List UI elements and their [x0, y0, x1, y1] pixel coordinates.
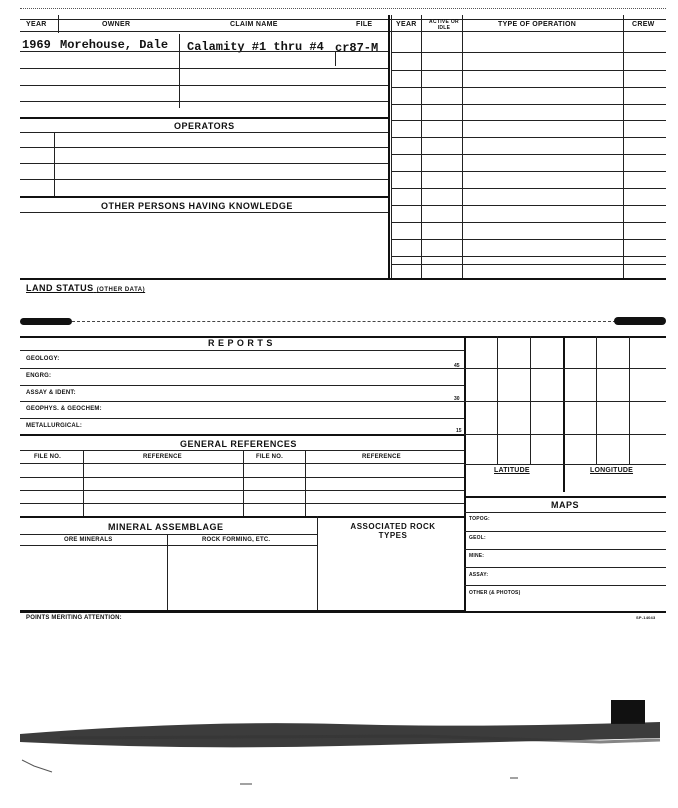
section-line [20, 336, 666, 338]
ref-header-file-no-2: FILE NO. [256, 454, 283, 460]
col-header-owner: OWNER [102, 21, 131, 28]
divider [497, 336, 498, 464]
row-line [391, 205, 666, 206]
row-line [20, 450, 464, 451]
row-line [20, 477, 464, 478]
section-line [20, 434, 464, 436]
row-line [464, 531, 666, 532]
report-label-geophys-geochem: GEOPHYS. & GEOCHEM: [26, 406, 102, 412]
section-title-general-references: GENERAL REFERENCES [180, 439, 297, 449]
report-number-30: 30 [454, 396, 460, 402]
divider [54, 132, 55, 196]
report-label-engrg: ENGRG: [26, 373, 52, 379]
section-title-land-status: LAND STATUS (OTHER DATA) [26, 283, 146, 293]
col-header-file: FILE [356, 21, 373, 28]
row-line [20, 418, 464, 419]
ref-header-reference-1: REFERENCE [143, 454, 182, 460]
section-title-mineral-assemblage: MINERAL ASSEMBLAGE [108, 522, 224, 532]
row-line [20, 68, 388, 69]
row-line [391, 239, 666, 240]
map-label-assay: ASSAY: [469, 572, 489, 578]
map-label-other: OTHER (& PHOTOS) [469, 590, 521, 596]
header-top-line [20, 19, 666, 20]
scan-artifact-scratch [22, 760, 52, 772]
row-line [464, 434, 666, 435]
row-line [464, 401, 666, 402]
section-title-reports: R E P O R T S [208, 338, 273, 348]
row-line [391, 188, 666, 189]
mineral-header-rock-forming: ROCK FORMING, ETC. [202, 537, 271, 543]
ref-header-reference-2: REFERENCE [362, 454, 401, 460]
section-line [20, 611, 666, 613]
row-line [72, 321, 616, 322]
row-line [20, 534, 317, 535]
row-line [391, 52, 666, 53]
row-line [391, 120, 666, 121]
map-label-topog: TOPOG: [469, 516, 490, 522]
row-line [20, 503, 464, 504]
section-line [20, 278, 666, 280]
form-number: SP-14043 [636, 615, 656, 620]
main-vertical-divider [388, 15, 390, 278]
divider [179, 34, 180, 108]
row-line [464, 567, 666, 568]
divider [596, 336, 597, 464]
col-header-claim-name: CLAIM NAME [230, 21, 278, 28]
col-header-year: YEAR [26, 21, 47, 28]
map-label-geol: GEOL: [469, 535, 486, 541]
row-line [464, 512, 666, 513]
row-line [20, 179, 388, 180]
divider [563, 336, 565, 492]
scan-artifact-smear [20, 722, 660, 747]
row-line [464, 549, 666, 550]
entry-year: 1969 [22, 38, 51, 52]
scan-artifact-block [611, 700, 645, 724]
row-line [20, 147, 388, 148]
col-header-year-2: YEAR [396, 21, 417, 28]
row-line [391, 104, 666, 105]
row-line [391, 70, 666, 71]
section-line [464, 496, 666, 498]
row-line [20, 51, 388, 52]
divider [305, 450, 306, 516]
col-header-crew: CREW [632, 21, 655, 28]
row-line [20, 401, 464, 402]
points-meriting-attention-label: POINTS MERITING ATTENTION: [26, 615, 122, 621]
scan-smudge [20, 318, 72, 325]
col-header-type-of-operation: TYPE OF OPERATION [498, 21, 577, 28]
row-line [20, 132, 388, 133]
row-line [20, 463, 464, 464]
row-line [391, 264, 666, 265]
section-line [20, 117, 388, 119]
map-label-mine: MINE: [469, 553, 485, 559]
divider [83, 450, 84, 516]
section-title-associated-rock-types: ASSOCIATED ROCK TYPES [350, 522, 436, 540]
row-line [20, 85, 388, 86]
row-line [391, 256, 666, 257]
divider [530, 336, 531, 464]
report-number-15: 15 [456, 428, 462, 434]
ref-header-file-no-1: FILE NO. [34, 454, 61, 460]
row-line [20, 101, 388, 102]
divider [629, 336, 630, 464]
section-title-other-persons: OTHER PERSONS HAVING KNOWLEDGE [101, 201, 293, 211]
row-line [20, 212, 388, 213]
top-edge [20, 8, 666, 9]
main-vertical-divider [464, 336, 466, 612]
row-line [391, 171, 666, 172]
row-line [20, 350, 464, 351]
row-line [391, 222, 666, 223]
scan-artifact-band [0, 690, 678, 800]
row-line [464, 585, 666, 586]
entry-owner: Morehouse, Dale [60, 38, 169, 52]
coord-label-longitude: LONGITUDE [590, 467, 634, 474]
entry-file: cr87-M [335, 41, 379, 55]
mineral-header-ore-minerals: ORE MINERALS [64, 537, 113, 543]
report-label-metallurgical: METALLURGICAL: [26, 423, 83, 429]
header-bottom-line [20, 31, 666, 32]
row-line [391, 137, 666, 138]
row-line [391, 154, 666, 155]
entry-claim-name: Calamity #1 thru #4 [187, 40, 324, 54]
row-line [464, 464, 666, 465]
row-line [20, 545, 317, 546]
col-header-active-idle: ACTIVE OR IDLE [429, 19, 459, 31]
row-line [20, 368, 464, 369]
divider [58, 15, 59, 33]
row-line [391, 87, 666, 88]
section-line [20, 196, 388, 198]
divider [335, 52, 336, 66]
row-line [464, 368, 666, 369]
divider [317, 516, 318, 610]
report-number-45: 45 [454, 363, 460, 369]
report-label-assay-ident: ASSAY & IDENT: [26, 390, 76, 396]
row-line [20, 385, 464, 386]
section-line [20, 516, 464, 518]
section-title-operators: OPERATORS [174, 121, 235, 131]
divider [243, 450, 244, 516]
report-label-geology: GEOLOGY: [26, 356, 60, 362]
section-title-maps: MAPS [551, 500, 580, 510]
scan-smudge [614, 317, 666, 325]
coord-label-latitude: LATITUDE [494, 467, 530, 474]
row-line [20, 163, 388, 164]
row-line [20, 490, 464, 491]
